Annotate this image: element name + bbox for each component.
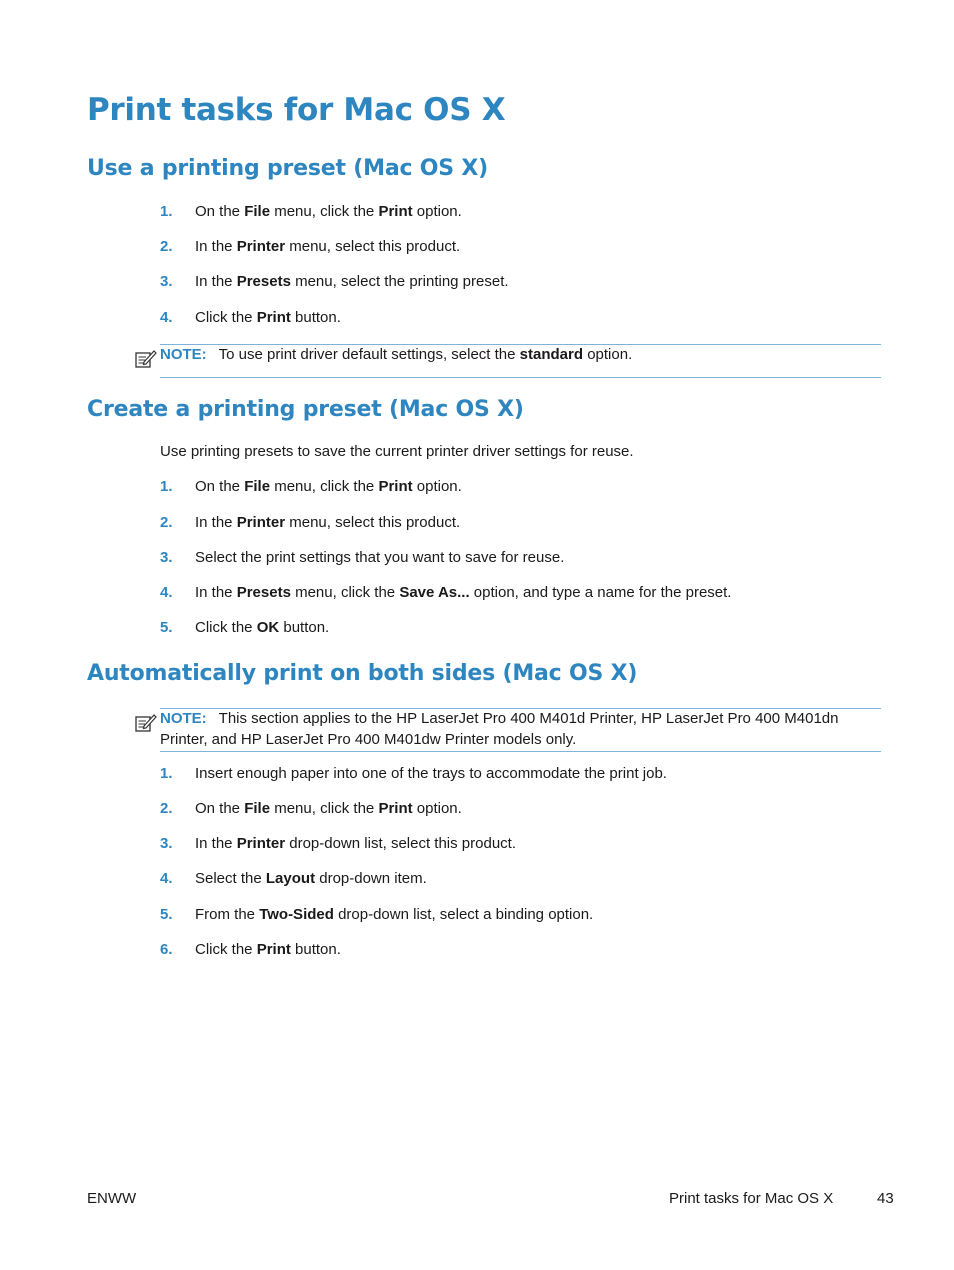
step-text: In the Printer menu, select this product. xyxy=(195,238,461,255)
section-intro: Use printing presets to save the current printer driver settings for reuse. xyxy=(160,443,634,460)
section-title-duplex: Automatically print on both sides (Mac OS X) xyxy=(87,661,638,686)
page-number: 43 xyxy=(877,1190,894,1207)
step-number: 2. xyxy=(160,514,173,531)
note-pencil-icon xyxy=(134,711,158,733)
step-number: 5. xyxy=(160,906,173,923)
step-text: On the File menu, click the Print option. xyxy=(195,203,462,220)
step-number: 1. xyxy=(160,478,173,495)
note-box xyxy=(160,344,881,378)
step-text: Click the OK button. xyxy=(195,619,330,636)
note-pencil-icon xyxy=(134,347,158,369)
step-text: On the File menu, click the Print option. xyxy=(195,478,462,495)
step-number: 2. xyxy=(160,238,173,255)
step-text: From the Two-Sided drop-down list, select a binding option. xyxy=(195,906,594,923)
note-text: To use print driver default settings, select the standard option. xyxy=(218,346,633,363)
note-text-continued: Printer, and HP LaserJet Pro 400 M401dw Printer models only. xyxy=(160,731,577,748)
step-text: Select the print settings that you want to save for reuse. xyxy=(195,549,565,566)
step-text: Click the Print button. xyxy=(195,941,341,958)
footer-chapter-title: Print tasks for Mac OS X xyxy=(669,1190,834,1207)
page-title: Print tasks for Mac OS X xyxy=(87,92,506,128)
step-number: 4. xyxy=(160,309,173,326)
step-text: In the Presets menu, click the Save As... option, and type a name for the preset. xyxy=(195,584,732,601)
note-text: This section applies to the HP LaserJet Pro 400 M401d Printer, HP LaserJet Pro 400 M401dn xyxy=(218,710,839,727)
step-number: 5. xyxy=(160,619,173,636)
step-number: 2. xyxy=(160,800,173,817)
step-number: 3. xyxy=(160,549,173,566)
footer-left: ENWW xyxy=(87,1190,137,1207)
step-number: 1. xyxy=(160,203,173,220)
step-text: In the Presets menu, select the printing preset. xyxy=(195,273,509,290)
step-number: 3. xyxy=(160,835,173,852)
note-label: NOTE: xyxy=(160,710,207,727)
step-number: 1. xyxy=(160,765,173,782)
step-text: In the Printer menu, select this product. xyxy=(195,514,461,531)
section-title-use-preset: Use a printing preset (Mac OS X) xyxy=(87,156,488,181)
step-text: Select the Layout drop-down item. xyxy=(195,870,427,887)
note-label: NOTE: xyxy=(160,346,207,363)
step-text: Insert enough paper into one of the trays to accommodate the print job. xyxy=(195,765,667,782)
step-number: 3. xyxy=(160,273,173,290)
note-box xyxy=(160,708,881,752)
step-number: 6. xyxy=(160,941,173,958)
section-title-create-preset: Create a printing preset (Mac OS X) xyxy=(87,397,524,422)
step-text: Click the Print button. xyxy=(195,309,341,326)
step-text: On the File menu, click the Print option. xyxy=(195,800,462,817)
step-number: 4. xyxy=(160,584,173,601)
step-text: In the Printer drop-down list, select this product. xyxy=(195,835,517,852)
step-number: 4. xyxy=(160,870,173,887)
